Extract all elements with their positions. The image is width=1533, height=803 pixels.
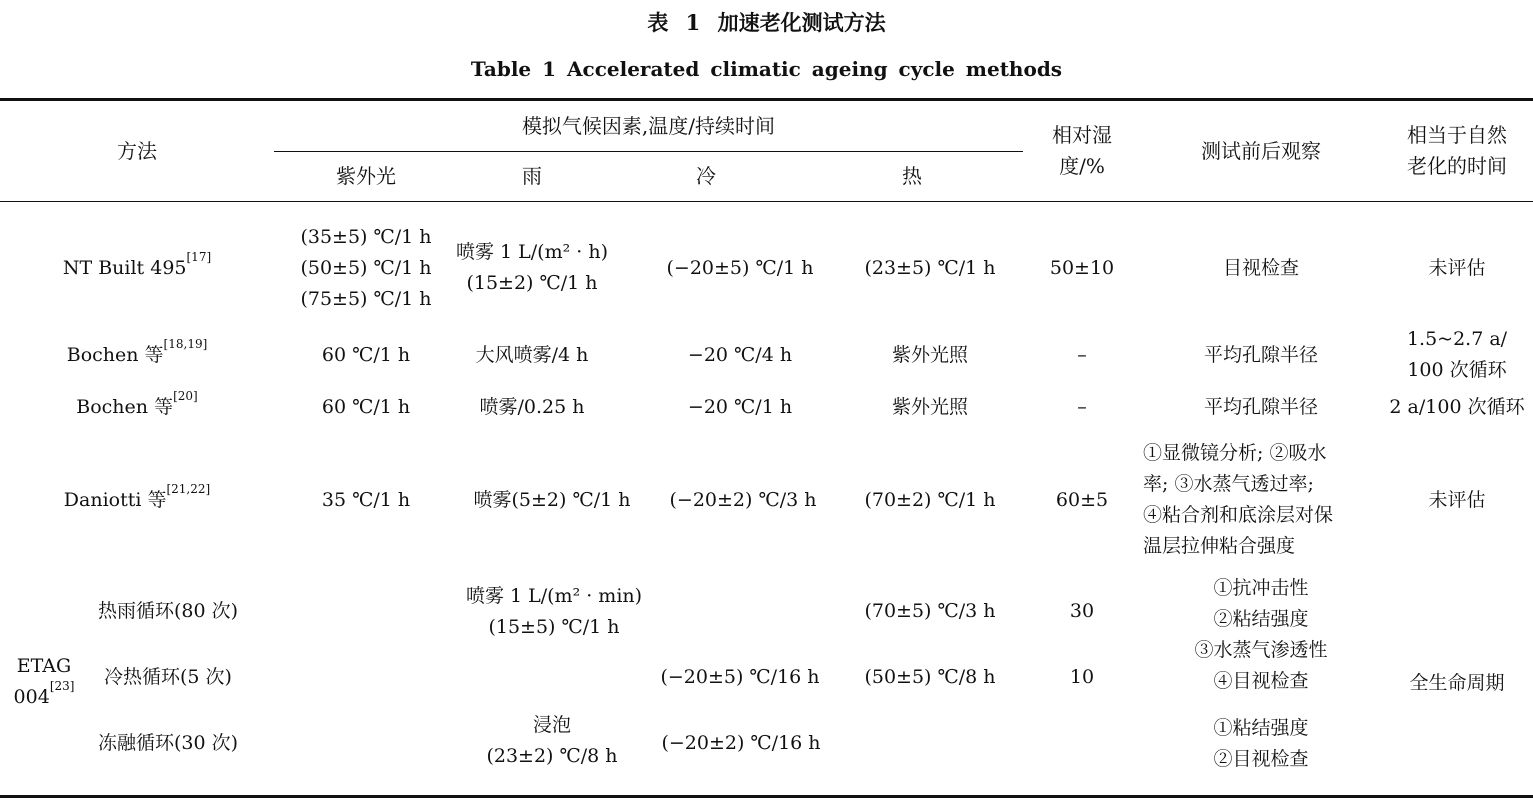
row-3-rh: – bbox=[1077, 395, 1087, 418]
header-observation: 测试前后观察 bbox=[1201, 138, 1321, 163]
header-equivalent-time: 相当于自然 老化的时间 bbox=[1407, 123, 1507, 178]
row-4-observation: ①显微镜分析; ②吸水 率; ③水蒸气透过率; ④粘合剂和底涂层对保 温层拉伸粘合强度 bbox=[1143, 442, 1334, 557]
row-3-uv: 60 ℃/1 h bbox=[321, 395, 411, 418]
etag-sub-3-cold: (−20±2) ℃/16 h bbox=[661, 731, 821, 754]
row-3-cold: −20 ℃/1 h bbox=[687, 395, 793, 418]
table-caption-zh: 表 1 加速老化测试方法 bbox=[647, 10, 886, 35]
row-2-cold: −20 ℃/4 h bbox=[687, 343, 793, 366]
header-rule bbox=[0, 201, 1533, 202]
row-2-rh: – bbox=[1077, 343, 1087, 366]
etag-observation-b: ①粘结强度 ②目视检查 bbox=[1213, 717, 1309, 770]
row-4-cold: (−20±2) ℃/3 h bbox=[669, 488, 817, 511]
row-1-observation: 目视检查 bbox=[1222, 256, 1299, 279]
etag-sub-3-rain: 浸泡 (23±2) ℃/8 h bbox=[486, 714, 618, 767]
row-2-rain: 大风喷雾/4 h bbox=[475, 343, 589, 366]
row-3-observation: 平均孔隙半径 bbox=[1203, 395, 1318, 418]
row-4-uv: 35 ℃/1 h bbox=[321, 488, 411, 511]
row-3-method: Bochen 等[20] bbox=[76, 388, 198, 418]
etag-equivalent-time: 全生命周期 bbox=[1409, 671, 1505, 694]
row-3-rain: 喷雾/0.25 h bbox=[479, 395, 585, 418]
header-heat: 热 bbox=[902, 163, 922, 188]
header-cold: 冷 bbox=[696, 163, 716, 188]
row-3-equivalent-time: 2 a/100 次循环 bbox=[1389, 395, 1525, 418]
row-2-uv: 60 ℃/1 h bbox=[321, 343, 411, 366]
row-2-heat: 紫外光照 bbox=[891, 343, 968, 366]
etag-sub-2-heat: (50±5) ℃/8 h bbox=[864, 665, 996, 688]
header-rain: 雨 bbox=[522, 163, 542, 188]
etag-observation-a: ①抗冲击性 ②粘结强度 ③水蒸气渗透性 ④目视检查 bbox=[1194, 577, 1328, 692]
header-group: 模拟气候因素,温度/持续时间 bbox=[521, 113, 776, 138]
row-1-method: NT Built 495[17] bbox=[62, 249, 212, 279]
etag-sub-2-cold: (−20±5) ℃/16 h bbox=[660, 665, 820, 688]
row-4-method: Daniotti 等[21,22] bbox=[63, 481, 211, 511]
row-4-rh: 60±5 bbox=[1055, 488, 1109, 511]
row-1-cold: (−20±5) ℃/1 h bbox=[666, 256, 814, 279]
row-2-observation: 平均孔隙半径 bbox=[1203, 343, 1318, 366]
row-1-heat: (23±5) ℃/1 h bbox=[864, 256, 996, 279]
header-method: 方法 bbox=[117, 138, 157, 163]
etag-sub-3-name: 冻融循环(30 次) bbox=[98, 731, 239, 754]
etag-sub-1-rain: 喷雾 1 L/(m² · min) (15±5) ℃/1 h bbox=[465, 585, 643, 638]
group-underline bbox=[274, 151, 1023, 152]
etag-sub-2-name: 冷热循环(5 次) bbox=[104, 665, 232, 688]
row-4-rain: 喷雾(5±2) ℃/1 h bbox=[473, 488, 631, 511]
etag-sub-1-rh: 30 bbox=[1069, 599, 1095, 622]
row-1-uv: (35±5) ℃/1 h (50±5) ℃/1 h (75±5) ℃/1 h bbox=[300, 225, 432, 310]
row-4-equivalent-time: 未评估 bbox=[1428, 488, 1486, 511]
row-1-equivalent-time: 未评估 bbox=[1428, 256, 1486, 279]
row-1-rain: 喷雾 1 L/(m² · h) (15±2) ℃/1 h bbox=[455, 241, 608, 294]
row-4-heat: (70±2) ℃/1 h bbox=[864, 488, 996, 511]
etag-sub-1-heat: (70±5) ℃/3 h bbox=[864, 599, 996, 622]
row-1-rh: 50±10 bbox=[1049, 256, 1115, 279]
header-uv: 紫外光 bbox=[336, 163, 396, 188]
row-2-equivalent-time: 1.5~2.7 a/ 100 次循环 bbox=[1406, 328, 1508, 381]
row-3-heat: 紫外光照 bbox=[891, 395, 968, 418]
row-2-method: Bochen 等[18,19] bbox=[66, 336, 208, 366]
etag-sub-1-name: 热雨循环(80 次) bbox=[98, 599, 239, 622]
etag-sub-2-rh: 10 bbox=[1069, 665, 1095, 688]
table-caption-en: Table 1 Accelerated climatic ageing cycle methods bbox=[470, 57, 1063, 81]
header-rh: 相对湿 度/% bbox=[1052, 123, 1112, 178]
etag-method-label: ETAG 004[23] bbox=[13, 655, 75, 708]
bottom-rule bbox=[0, 795, 1533, 798]
